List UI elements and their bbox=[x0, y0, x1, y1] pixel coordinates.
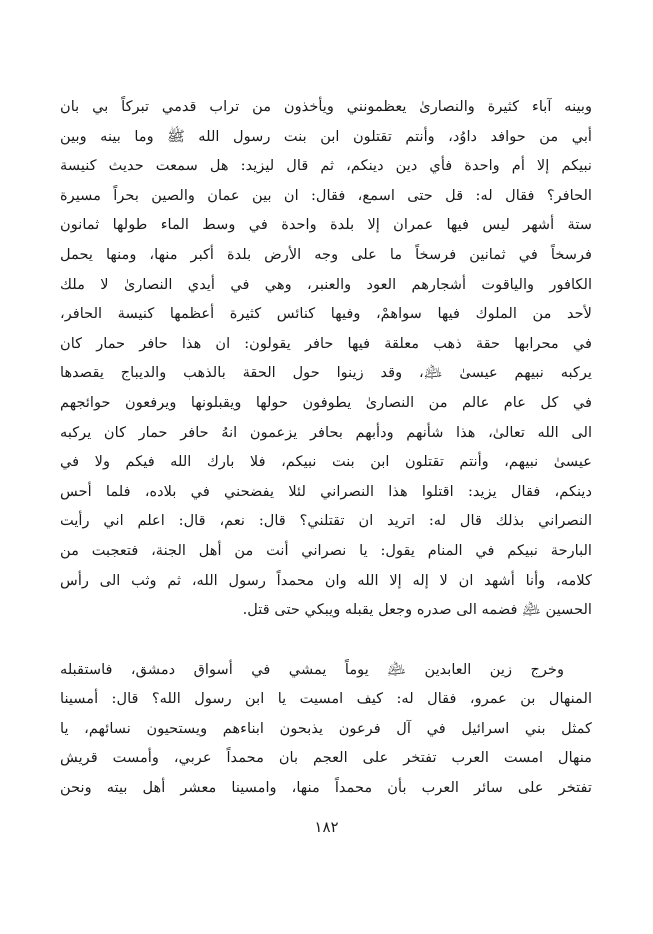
text-line: نبيكم إلا أم واحدة فأي دين دينكم، ثم قال ليزيد: هل سمعت حديث كنيسة bbox=[60, 157, 592, 175]
text-line: النصراني بذلك قال له: اتريد ان تقتلني؟ قال: نعم، قال: اعلم اني رأيت bbox=[60, 512, 592, 530]
text-line: وخرج زين العابدين ﵇ يوماً يمشي في أسواق دمشق، فاستقبله bbox=[60, 660, 564, 678]
text-line: أبي من حوافد داوُد، وأنتم تقتلون ابن بنت رسول الله ﷺ وما بينه وبين bbox=[60, 127, 592, 145]
text-line: تفتخر على سائر العرب بأن محمداً منها، وامسينا معشر أهل بيته ونحن bbox=[60, 779, 592, 797]
text-line: الحسين ﵇ فضمه الى صدره وجعل يقبله ويبكي حتى قتل. bbox=[242, 601, 592, 619]
text-line: لأحد من الملوك فيها سواهمْ، وفيها كنائس كثيرة أعظمها كنيسة الحافر، bbox=[60, 305, 592, 323]
text-line: وبينه آباء كثيرة والنصارىٰ يعظمونني ويأخذون من تراب قدمي تبركاً بي بان bbox=[60, 98, 592, 115]
paragraph-2 bbox=[60, 655, 592, 803]
paragraph-spacer bbox=[60, 625, 592, 655]
text-line: الكافور والياقوت أشجارهم العود والعنبر، وهي في أيدي النصارىٰ لا ملك bbox=[60, 275, 592, 293]
text-line: الى الله تعالىٰ، هذا شأنهم ودأبهم بحافر يزعمون انهُ حافر حمار كان يركبه bbox=[60, 423, 592, 441]
text-line: يركبه نبيهم عيسىٰ ﵇، وقد زينوا حول الحقة بالذهب والديباج يقصدها bbox=[60, 364, 592, 382]
text-line: ستة أشهر ليس فيها عمران إلا بلدة واحدة في وسط الماء طولها ثمانون bbox=[60, 216, 592, 234]
text-line: منهال امست العرب تفتخر على العجم بان محمداً عربي، وأمست قريش bbox=[60, 749, 592, 767]
text-line: الحافر؟ فقال له: قل حتى اسمع، فقال: ان بين عمان والصين بحراً مسيرة bbox=[60, 186, 592, 204]
text-line: عيسىٰ نبيهم، وأنتم تقتلون ابن بنت نبيكم، فلا بارك الله فيكم ولا في bbox=[60, 453, 592, 471]
text-line: في كل عام عالم من النصارىٰ يطوفون حولها ويقبلونها ويرفعون حوائجهم bbox=[60, 393, 592, 411]
text-line: المنهال بن عمرو، فقال له: كيف امسيت يا ابن رسول الله؟ قال: أمسينا bbox=[60, 690, 592, 708]
text-line: البارحة نبيكم في المنام يقول: يا نصراني أنت من أهل الجنة، فتعجبت من bbox=[60, 541, 592, 559]
text-line: كمثل بني اسرائيل في آل فرعون يذبحون ابناءهم ويستحيون نسائهم، يا bbox=[60, 719, 592, 737]
text-line: كلامه، وأنا أشهد ان لا إله إلا الله وان محمداً رسول الله، ثم وثب الى رأس bbox=[60, 571, 592, 589]
page-body bbox=[60, 92, 592, 803]
text-line: فرسخاً في ثمانين فرسخاً ما على وجه الأرض بلدة أكبر منها، ومنها يحمل bbox=[60, 245, 592, 263]
text-line: دينكم، فقال يزيد: اقتلوا هذا النصراني لئلا يفضحني في بلاده، فلما أحس bbox=[60, 482, 592, 500]
paragraph-1 bbox=[60, 92, 592, 625]
text-line: في محرابها حقة ذهب معلقة فيها حافر يقولون: ان هذا حافر حمار كان bbox=[60, 334, 592, 352]
page-number: ١٨٢ bbox=[314, 818, 339, 836]
